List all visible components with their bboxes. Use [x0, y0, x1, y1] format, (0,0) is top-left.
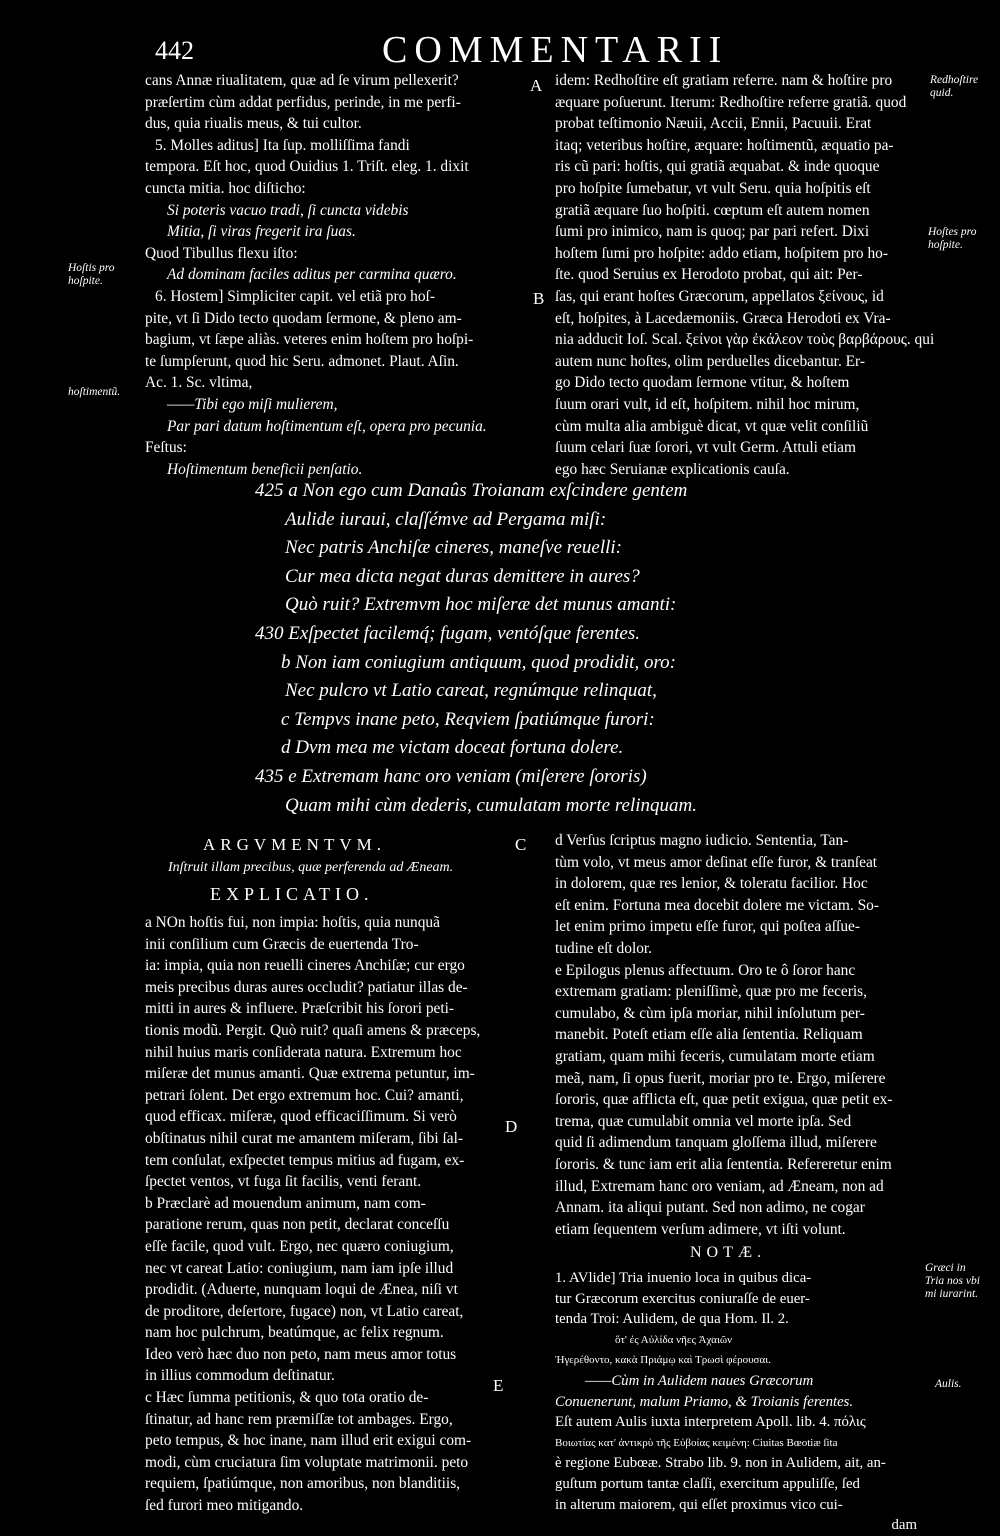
text-line: ——Tibi ego miſi mulierem,: [167, 395, 338, 413]
explicatio-column: [145, 912, 523, 1517]
upper-right-column: [555, 70, 935, 480]
text-line: pite, vt ſi Dido tecto quodam ſermone, & pleno am-: [145, 309, 462, 327]
margin-note-hostimentum: hoſtimentũ.: [68, 386, 121, 398]
text-line: nihil huius maris conſiderata natura. Extremum hoc: [145, 1043, 462, 1061]
text-line: in illius commodum deſtinatur.: [145, 1367, 335, 1385]
text-line: ſumi pro inimico, nam is quoq; par pari refert. Dixi: [555, 223, 870, 241]
text-line: ——Cùm in Aulidem naues Græcorum: [585, 1372, 814, 1389]
text-line: miſeræ det munus amanti. Quæ extrema petuntur, im-: [145, 1065, 475, 1083]
text-line: nam hoc pulchrum, beatúmque, ac felix regnum.: [145, 1324, 444, 1342]
text-line: præſertim cùm addat perfidus, perinde, in me perfi-: [145, 93, 461, 111]
text-line: Quod Tibullus flexu iſto:: [145, 244, 298, 262]
text-line: Feſtus:: [145, 439, 187, 457]
text-line: paratione rerum, quas non petit, declarat conceſſu: [145, 1216, 450, 1234]
section-letter-e: E: [493, 1376, 504, 1395]
text-line: in alterum maiorem, qui eſſet proximus vico cui-: [555, 1496, 843, 1513]
catchword: dam: [891, 1517, 917, 1534]
text-line: tempora. Eſt hoc, quod Ouidius 1. Triſt. eleg. 1. dixit: [145, 158, 469, 176]
poem-line: Nec pulcro vt Latio careat, regnúmque relinquat,: [285, 680, 657, 702]
text-line: Hoſtimentum beneficii penſatio.: [167, 460, 363, 478]
text-line: tem conſulat, exſpectet tempus mitius ad fugam, ex-: [145, 1151, 465, 1169]
text-line: manebit. Poteſt etiam eſſe alia ſententia. Reliquam: [555, 1026, 863, 1044]
text-line: eſſe facile, quod vult. Ergo, nec quæro coniugium,: [145, 1237, 454, 1255]
margin-note-redhostire: Redhoſtire quid.: [930, 74, 979, 99]
text-line: ſas, qui erant hoſtes Græcorum, appellatos ξείνους, id: [555, 287, 884, 305]
text-line: quod efficax. miſeræ, quod efficaciſſimum. Si verò: [145, 1108, 457, 1126]
section-letter-b: B: [533, 289, 545, 308]
text-line: gratiam, quam mihi feceris, cumulatam morte etiam: [555, 1047, 875, 1065]
text-line: cuncta mitia. hoc diſticho:: [145, 179, 306, 197]
poem-line: Aulide iuraui, claſſémve ad Pergama miſi:: [285, 508, 607, 530]
poem-line: Quò ruit? Extremvm hoc miſeræ det munus amanti:: [285, 594, 677, 616]
text-line: prodidit. (Aduerte, nunquam loqui de Ænea, niſi vt: [145, 1281, 458, 1299]
argumentum-text: Inſtruit illam precibus, quæ perferenda ad Æneam.: [168, 860, 454, 875]
text-line: eſt, hoſpites, à Lacedæmoniis. Græca Herodoti ex Vra-: [555, 309, 891, 327]
text-line: itaq; veteribus hoſtire, æquare: hoſtimentũ, æquatio pa-: [555, 136, 894, 154]
notae-column: [555, 1268, 927, 1536]
text-line: ſororis, quæ afflicta eſt, quæ petit exigua, quæ petit ex-: [555, 1091, 893, 1109]
margin-note-aulis: Aulis.: [935, 1378, 962, 1390]
text-line: modi, cùm cruciatura ſim voluptate matrimonii. peto: [145, 1453, 469, 1471]
text-line: te ſumpſerunt, quod hic Seru. admonet. Plaut. Aſin.: [145, 352, 459, 370]
text-line: Ad dominam faciles aditus per carmina quæro.: [167, 266, 457, 284]
text-line: ris cũ pari: hoſtis, qui gratiã æquabat. & inde quoque: [555, 158, 880, 176]
text-line: cùm multa alia ambiguè dicat, vt quæ velit conſiliũ: [555, 417, 869, 435]
poem-line: d Dvm mea me victam doceat fortuna dolere.: [281, 737, 624, 759]
text-line: peto tempus, & hoc inane, nam illud erit exigui com-: [145, 1432, 472, 1450]
text-line: etiam ſequentem verſum adimere, vt iſti volunt.: [555, 1220, 846, 1238]
text-line: Mitia, ſi viras fregerit ira ſuas.: [167, 223, 356, 241]
text-line: Eſt autem Aulis iuxta interpretem Apoll. lib. 4. πόλις: [555, 1414, 866, 1431]
text-line: nia adducit Ioſ. Scal. ξείνοι γὰρ ἐκάλεον τοὺς βαρβάρους. qui: [555, 331, 935, 349]
text-line: ia: impia, quia non reuelli cineres Anchiſæ; cur ergo: [145, 957, 465, 975]
text-line: Si poteris vacuo tradi, ſi cuncta videbis: [167, 201, 409, 219]
text-line: ὅτ' ἐς Αὐλίδα νῆες Ἀχαιῶν: [615, 1333, 733, 1346]
text-line: Βοιωτίας κατ' ἀντικρὺ τῆς Εὐβοίας κειμένη: Ciuitas Bœotiæ ſita: [555, 1436, 838, 1449]
poem-line: b Non iam coniugium antiquum, quod prodidit, oro:: [281, 651, 676, 673]
text-line: extremam gratiam: pleniſſimè, quæ pro me feceris,: [555, 983, 867, 1001]
text-line: dus, quia riualis meus, & tui cultor.: [145, 115, 362, 133]
text-line: quid ſi adimendum tanquam gloſſema illud, miſerere: [555, 1134, 877, 1152]
poem-line: Cur mea dicta negat duras demittere in aures?: [285, 565, 640, 587]
text-line: ſuum orari vult, id eſt, hoſpitem. nihil hoc mirum,: [555, 395, 860, 413]
poem-line: Quam mihi cùm dederis, cumulatam morte relinquam.: [285, 794, 697, 816]
text-line: ſuum celari ſuæ ſorori, vt vult Germ. Attuli etiam: [555, 439, 856, 457]
lower-right-column: [555, 830, 927, 1240]
text-line: mitti in aures & influere. Præſcribit his ſorori peti-: [145, 1000, 455, 1018]
page-number: 442: [155, 36, 194, 65]
text-line: ſte. quod Seruius ex Herodoto probat, qui ait: Per-: [555, 266, 863, 284]
text-line: inii conſilium cum Græcis de euertenda Tro-: [145, 935, 419, 953]
text-line: obſtinatus nihil curat me amantem miſeram, ſibi ſal-: [145, 1129, 463, 1147]
text-line: in dolorem, quæ res lenior, & toleratu facilior. Hoc: [555, 875, 868, 893]
text-line: nec vt careat Latio: coniugium, nam iam ipſe illud: [145, 1259, 454, 1277]
poem-line: 435 e Extremam hanc oro veniam (miſerere ſororis): [255, 765, 647, 787]
poem-line: 430 Exſpectet facilemq́; fugam, ventóſque ferentes.: [255, 622, 640, 644]
section-letter-c: C: [515, 835, 527, 854]
text-line: Conuenerunt, malum Priamo, & Troianis ferentes.: [555, 1393, 854, 1410]
text-line: requiem, ſpatiúmque, non amoribus, non blanditiis,: [145, 1475, 461, 1493]
section-letter-a: A: [530, 76, 543, 95]
running-title: COMMENTARII: [382, 29, 729, 71]
text-line: probat teſtimonio Næuii, Accii, Ennii, Pacuuii. Erat: [555, 115, 872, 133]
section-letter-d: D: [505, 1117, 518, 1136]
upper-left-column: [145, 70, 523, 480]
text-line: cans Annæ riualitatem, quæ ad ſe virum pellexerit?: [145, 72, 459, 89]
text-line: 6. Hostem] Simpliciter capit. vel etiã pro hoſ-: [155, 287, 435, 305]
text-line: 5. Molles aditus] Ita ſup. molliſſima fandi: [155, 136, 410, 154]
text-line: guſtum portum tantæ claſſi, exercitum appuliſſe, ſed: [555, 1475, 860, 1492]
text-line: Par pari datum hoſtimentum eſt, opera pro pecunia.: [167, 417, 487, 435]
text-line: è regione Eubœæ. Strabo lib. 9. non in Aulidem, ait, an-: [555, 1455, 886, 1472]
text-line: tùm volo, vt meus amor deſinat eſſe furor, & tranſeat: [555, 853, 878, 871]
margin-note-hostes: Hoſtes pro hoſpite.: [928, 226, 977, 251]
text-line: idem: Redhoſtire eſt gratiam referre. nam & hoſtire pro: [555, 72, 893, 89]
text-line: pro hoſpite ſumebatur, vt vult Seru. quia hoſpitis eſt: [555, 179, 871, 197]
text-line: tenda Troi: Aulidem, de qua Hom. Il. 2.: [555, 1311, 789, 1328]
text-line: petrari ſolent. Det ergo extremum hoc. Cui? amanti,: [145, 1086, 464, 1104]
text-line: tudine eſt dolor.: [555, 939, 653, 957]
text-line: ſed furori meo mitigando.: [145, 1497, 304, 1515]
poem-line: Nec patris Anchiſæ cineres, maneſve reuelli:: [285, 537, 622, 559]
text-line: b Præclarè ad mouendum animum, nam com-: [145, 1194, 426, 1212]
text-line: illud, Extremam hanc oro veniam, ad Æneam, non ad: [555, 1177, 884, 1195]
text-line: tur Græcorum exercitus coniuraſſe de euer-: [555, 1290, 810, 1307]
text-line: gratiã æquare ſuo hoſpiti. cœptum eſt autem nomen: [555, 201, 870, 219]
text-line: trema, quæ cumulabit omnia vel morte ipſa. Sed: [555, 1112, 852, 1130]
text-line: meis precibus duras aures occludit? patiatur illas de-: [145, 978, 468, 996]
text-line: autem nunc hoſtes, olim perduelles dicebantur. Er-: [555, 352, 865, 370]
text-line: de proditore, deſertore, fugace) non, vt Latio careat,: [145, 1302, 464, 1320]
notae-heading: NOTÆ.: [690, 1244, 767, 1261]
explicatio-heading: EXPLICATIO.: [210, 884, 374, 904]
text-line: ſororis. & tunc iam erit alia ſententia. Refereretur enim: [555, 1155, 892, 1173]
text-line: Ideo verò hæc duo non peto, nam meus amor totus: [145, 1345, 457, 1363]
poem-block: [255, 477, 697, 820]
text-line: d Verſus ſcriptus magno iudicio. Sententia, Tan-: [555, 832, 849, 849]
margin-note-graeci: Græci in Tria nos vbi mi iurarint.: [925, 1262, 980, 1300]
text-line: bagium, vt ſæpe aliàs. veteres enim hoſtem pro hoſpi-: [145, 331, 474, 349]
margin-note-hostis: Hoſtis pro hoſpite.: [68, 262, 115, 287]
text-line: ego hæc Seruianæ explicationis cauſa.: [555, 460, 790, 478]
argumentum-heading: ARGVMENTVM.: [203, 835, 386, 854]
text-line: æquare poſuerunt. Iterum: Redhoſtire referre gratiã. quod: [555, 93, 907, 111]
text-line: 1. AVlide] Tria inuenio loca in quibus dica-: [555, 1270, 812, 1286]
text-line: e Epilogus plenus affectuum. Oro te ô ſoror hanc: [555, 961, 856, 979]
text-line: eſt enim. Fortuna mea docebit dolere me victam. So-: [555, 896, 879, 914]
text-line: c Hæc ſumma petitionis, & quo tota oratio de-: [145, 1389, 429, 1407]
poem-line: 425 a Non ego cum Danaûs Troianam exſcindere gentem: [255, 480, 688, 501]
text-line: go Dido tecto quodam ſermone vtitur, & hoſtem: [555, 374, 850, 392]
text-line: cumulabo, & cùm ipſa moriar, nihil inſolutum per-: [555, 1004, 865, 1022]
poem-line: c Tempvs inane peto, Reqviem ſpatiúmque furori:: [281, 708, 655, 730]
text-line: Ac. 1. Sc. vltima,: [145, 374, 253, 392]
text-line: a NOn hoſtis fui, non impia: hoſtis, quia nunquã: [145, 914, 440, 931]
text-line: Ἠγερέθοντο, κακὰ Πριάμῳ καὶ Τρωσὶ φέρουσαι.: [555, 1354, 771, 1367]
text-line: ſpectet ventos, vt fuga ſit facilis, venti ferant.: [145, 1173, 422, 1191]
text-line: Annam. ita aliqui putant. Sed non adimo, ne cogar: [555, 1199, 865, 1217]
text-line: let enim primo impetu eſſe furor, qui poſtea aſſue-: [555, 918, 860, 936]
text-line: meã, nam, ſi opus fuerit, moriar pro te. Ergo, miſerere: [555, 1069, 886, 1087]
text-line: hoſtem ſumi pro hoſpite: addo etiam, hoſpitem pro ho-: [555, 244, 888, 262]
text-line: ſtinatur, ad hanc rem præmiſſæ tot ambages. Ergo,: [145, 1410, 453, 1428]
text-line: tionis modũ. Pergit. Quò ruit? quaſi amens & præceps,: [145, 1021, 481, 1039]
